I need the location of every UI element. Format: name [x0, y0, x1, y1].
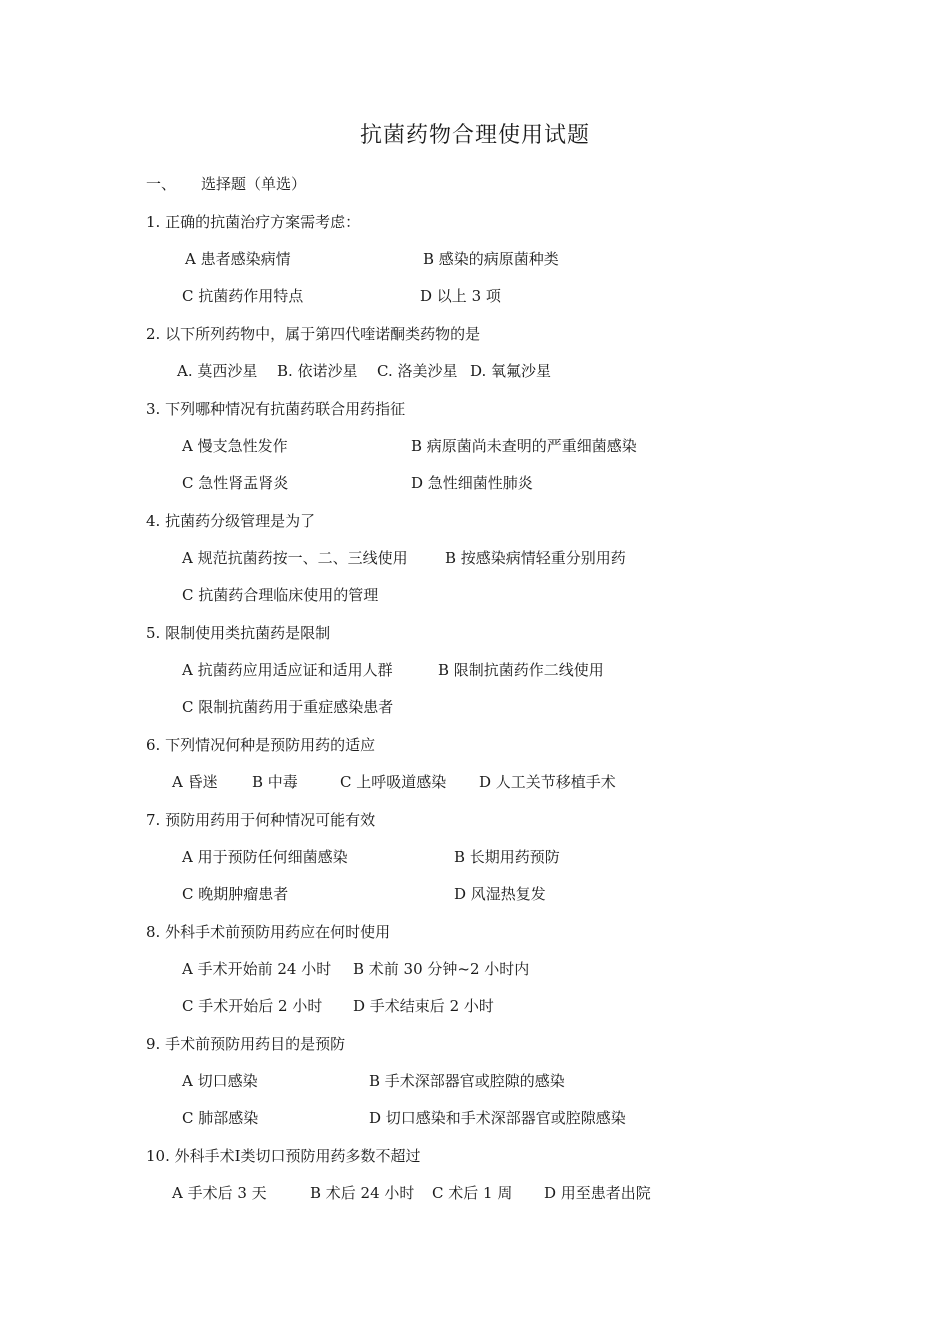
option-b: B 病原菌尚未查明的严重细菌感染	[411, 437, 637, 455]
question-8: 8. 外科手术前预防用药应在何时使用	[146, 923, 391, 941]
option-a: A 慢支急性发作	[182, 437, 288, 455]
option-c: C 抗菌药作用特点	[182, 287, 304, 305]
option-a: A 手术开始前 24 小时	[182, 960, 332, 978]
question-2: 2. 以下所列药物中，属于第四代喹诺酮类药物的是	[146, 325, 481, 343]
section-number: 一、	[146, 175, 177, 193]
question-1: 1. 正确的抗菌治疗方案需考虑：	[146, 213, 361, 231]
question-7: 7. 预防用药用于何种情况可能有效	[146, 811, 376, 829]
question-3: 3. 下列哪种情况有抗菌药联合用药指征	[146, 400, 406, 418]
question-5: 5. 限制使用类抗菌药是限制	[146, 624, 331, 642]
option-c: C 手术开始后 2 小时	[182, 997, 323, 1015]
option-b: B 中毒	[252, 773, 298, 791]
option-c: C 术后 1 周	[432, 1184, 513, 1202]
option-d: D 以上 3 项	[420, 287, 501, 305]
question-9: 9. 手术前预防用药目的是预防	[146, 1035, 346, 1053]
option-d: D 手术结束后 2 小时	[353, 997, 494, 1015]
option-a: A 用于预防任何细菌感染	[182, 848, 348, 866]
option-a: A 患者感染病情	[185, 250, 291, 268]
option-a: A 抗菌药应用适应证和适用人群	[182, 661, 393, 679]
option-a: A 昏迷	[172, 773, 218, 791]
option-d: D 风湿热复发	[454, 885, 546, 903]
option-c: C 抗菌药合理临床使用的管理	[182, 586, 379, 604]
page-title: 抗菌药物合理使用试题	[359, 123, 590, 148]
option-c: C 肺部感染	[182, 1109, 259, 1127]
option-b: B 感染的病原菌种类	[423, 250, 559, 268]
option-a: A 手术后 3 天	[172, 1184, 267, 1202]
option-a: A 切口感染	[182, 1072, 258, 1090]
option-b: B 按感染病情轻重分别用药	[445, 549, 626, 567]
option-b: B 限制抗菌药作二线使用	[438, 661, 604, 679]
option-d: D 急性细菌性肺炎	[411, 474, 533, 492]
option-d: D 用至患者出院	[544, 1184, 651, 1202]
option-c: C 限制抗菌药用于重症感染患者	[182, 698, 394, 716]
option-b: B 长期用药预防	[454, 848, 560, 866]
option-d: D 切口感染和手术深部器官或腔隙感染	[369, 1109, 626, 1127]
option-b: B 术后 24 小时	[310, 1184, 415, 1202]
question-10: 10. 外科手术Ⅰ类切口预防用药多数不超过	[146, 1147, 421, 1165]
option-c: C 晚期肿瘤患者	[182, 885, 289, 903]
question-4: 4. 抗菌药分级管理是为了	[146, 512, 316, 530]
option-d: D. 氧氟沙星	[470, 362, 552, 380]
option-c: C 上呼吸道感染	[340, 773, 447, 791]
option-c: C 急性肾盂肾炎	[182, 474, 289, 492]
option-a: A 规范抗菌药按一、二、三线使用	[182, 549, 408, 567]
option-a: A. 莫西沙星	[177, 362, 258, 380]
option-b: B 术前 30 分钟~2 小时内	[353, 960, 530, 978]
option-c: C. 洛美沙星	[377, 362, 458, 380]
question-6: 6. 下列情况何种是预防用药的适应	[146, 736, 376, 754]
option-d: D 人工关节移植手术	[479, 773, 616, 791]
option-b: B 手术深部器官或腔隙的感染	[369, 1072, 565, 1090]
option-b: B. 依诺沙星	[277, 362, 358, 380]
section-label: 选择题（单选）	[201, 175, 307, 193]
